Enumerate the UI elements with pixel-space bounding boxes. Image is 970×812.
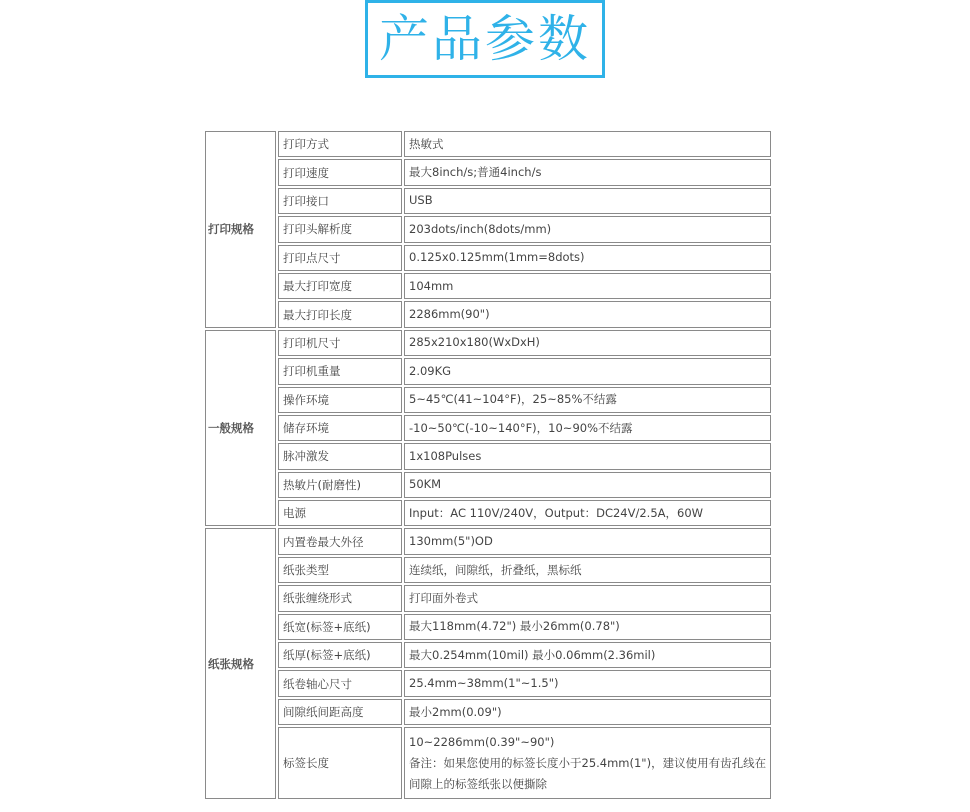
param-value-line: 间隙上的标签纸张以便撕除 xyxy=(409,776,547,791)
table-row xyxy=(205,500,771,526)
param-name-cell: 打印方式 xyxy=(278,131,402,157)
param-value-line: 130mm(5")OD xyxy=(409,534,493,549)
param-value-line: 1x108Pulses xyxy=(409,448,482,463)
param-name-cell: 纸卷轴心尺寸 xyxy=(278,670,402,696)
param-name-cell: 间隙纸间距高度 xyxy=(278,699,402,725)
param-value-cell xyxy=(404,472,771,498)
table-row xyxy=(205,273,771,299)
table-row xyxy=(205,614,771,640)
param-value-cell xyxy=(404,358,771,384)
table-row xyxy=(205,727,771,799)
param-value-cell xyxy=(404,642,771,668)
table-row xyxy=(205,245,771,271)
param-value-cell xyxy=(404,699,771,725)
param-value-line: 10~2286mm(0.39"~90") xyxy=(409,734,555,749)
param-value-line: 备注：如果您使用的标签长度小于25.4mm(1")，建议使用有齿孔线在 xyxy=(409,755,767,770)
param-value-line: 2.09KG xyxy=(409,363,452,378)
table-row xyxy=(205,528,771,554)
table-row xyxy=(205,301,771,327)
param-value-line: Input：AC 110V/240V，Output：DC24V/2.5A，60W xyxy=(409,505,704,520)
table-row xyxy=(205,443,771,469)
param-value-line: 最大8inch/s;普通4inch/s xyxy=(409,165,542,180)
param-value-line: 0.125x0.125mm(1mm=8dots) xyxy=(409,250,585,265)
param-value-line: 285x210x180(WxDxH) xyxy=(409,335,540,350)
param-name-cell: 打印头解析度 xyxy=(278,216,402,242)
table-row xyxy=(205,387,771,413)
category-cell: 打印规格 xyxy=(205,131,276,328)
param-value-line: 203dots/inch(8dots/mm) xyxy=(409,221,552,236)
param-value-line: 104mm xyxy=(409,278,454,293)
param-value-line: 热敏式 xyxy=(409,136,444,151)
param-value-cell xyxy=(404,670,771,696)
param-value-line: 5~45℃(41~104°F)，25~85%不结露 xyxy=(409,392,617,407)
param-value-cell xyxy=(404,188,771,214)
param-value-cell xyxy=(404,131,771,157)
param-name-cell: 操作环境 xyxy=(278,387,402,413)
param-name-cell: 内置卷最大外径 xyxy=(278,528,402,554)
param-value-line: USB xyxy=(409,193,433,208)
table-row xyxy=(205,216,771,242)
param-value-line: -10~50℃(-10~140°F)，10~90%不结露 xyxy=(409,420,633,435)
param-value-line: 连续纸，间隙纸，折叠纸，黑标纸 xyxy=(409,562,582,577)
param-value-cell xyxy=(404,585,771,611)
table-row xyxy=(205,472,771,498)
param-value-cell xyxy=(404,245,771,271)
page-title-box xyxy=(365,0,605,78)
param-value-cell xyxy=(404,727,771,799)
param-value-cell xyxy=(404,500,771,526)
param-name-cell: 纸张类型 xyxy=(278,557,402,583)
table-row xyxy=(205,188,771,214)
param-value-line: 25.4mm~38mm(1"~1.5") xyxy=(409,676,559,691)
spec-table-body xyxy=(205,131,771,799)
param-value-cell xyxy=(404,159,771,185)
param-value-cell xyxy=(404,415,771,441)
param-value-cell xyxy=(404,387,771,413)
table-row xyxy=(205,699,771,725)
table-row xyxy=(205,557,771,583)
param-name-cell: 打印速度 xyxy=(278,159,402,185)
param-value-line: 50KM xyxy=(409,477,442,492)
param-value-line: 最大118mm(4.72") 最小26mm(0.78") xyxy=(409,619,620,634)
param-value-cell xyxy=(404,443,771,469)
param-name-cell: 脉冲激发 xyxy=(278,443,402,469)
category-cell: 一般规格 xyxy=(205,330,276,527)
param-value-cell xyxy=(404,273,771,299)
param-name-cell: 打印机尺寸 xyxy=(278,330,402,356)
table-row xyxy=(205,585,771,611)
param-name-cell: 打印接口 xyxy=(278,188,402,214)
param-value-line: 2286mm(90") xyxy=(409,307,490,322)
param-value-cell xyxy=(404,330,771,356)
param-name-cell: 最大打印长度 xyxy=(278,301,402,327)
page-title: 产品参数 xyxy=(379,10,591,68)
param-name-cell: 纸张缠绕形式 xyxy=(278,585,402,611)
param-value-line: 最大0.254mm(10mil) 最小0.06mm(2.36mil) xyxy=(409,647,656,662)
table-row xyxy=(205,642,771,668)
param-name-cell: 热敏片(耐磨性) xyxy=(278,472,402,498)
param-value-cell xyxy=(404,216,771,242)
table-row xyxy=(205,159,771,185)
table-row xyxy=(205,415,771,441)
param-value-line: 最小2mm(0.09") xyxy=(409,704,502,719)
table-row xyxy=(205,330,771,356)
table-row xyxy=(205,358,771,384)
param-value-cell xyxy=(404,301,771,327)
param-name-cell: 标签长度 xyxy=(278,727,402,799)
param-value-cell xyxy=(404,528,771,554)
table-row xyxy=(205,131,771,157)
param-name-cell: 纸宽(标签+底纸) xyxy=(278,614,402,640)
param-name-cell: 最大打印宽度 xyxy=(278,273,402,299)
param-name-cell: 打印机重量 xyxy=(278,358,402,384)
category-cell: 纸张规格 xyxy=(205,528,276,799)
table-row xyxy=(205,670,771,696)
param-value-cell xyxy=(404,557,771,583)
param-name-cell: 储存环境 xyxy=(278,415,402,441)
param-name-cell: 纸厚(标签+底纸) xyxy=(278,642,402,668)
param-name-cell: 打印点尺寸 xyxy=(278,245,402,271)
param-value-cell xyxy=(404,614,771,640)
param-value-line: 打印面外卷式 xyxy=(409,590,478,605)
param-name-cell: 电源 xyxy=(278,500,402,526)
spec-table xyxy=(203,129,773,801)
